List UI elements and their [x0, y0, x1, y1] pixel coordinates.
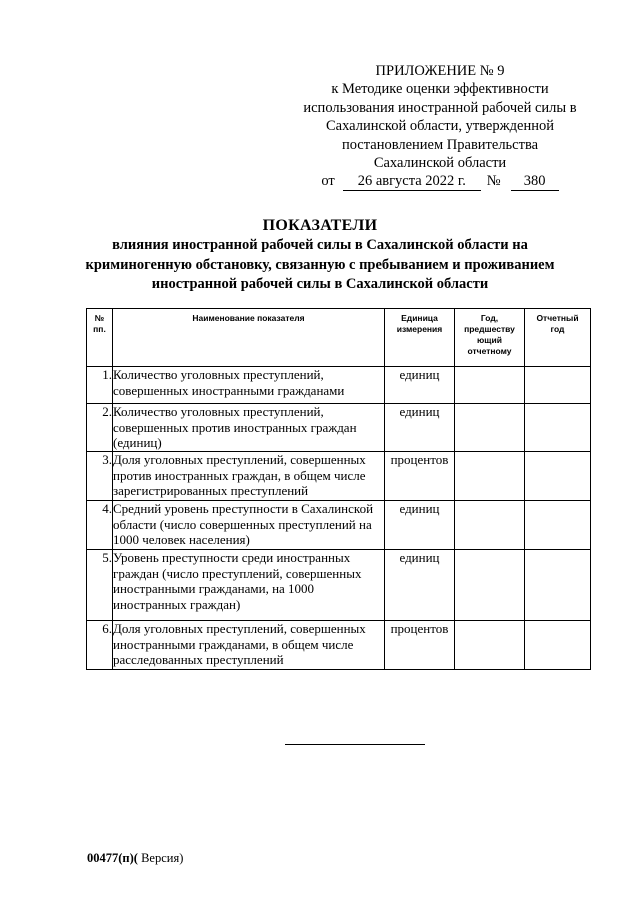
- document-code: 00477(п)(: [87, 851, 138, 865]
- row-previous-year-value: [455, 621, 525, 670]
- appendix-line: Сахалинской области, утвержденной: [326, 118, 554, 135]
- appendix-line: использования иностранной рабочей силы в: [303, 99, 577, 116]
- header-name: Наименование показателя: [113, 309, 385, 367]
- row-indicator: Уровень преступности среди иностранных граждан (число преступлений, совершенных иностранными гражданами, на 1000 иностранных граждан): [113, 550, 385, 621]
- header-num: № пп.: [87, 309, 113, 367]
- row-previous-year-value: [455, 550, 525, 621]
- table-row: [87, 550, 591, 621]
- row-report-year-value: [525, 367, 591, 404]
- row-report-year-value: [525, 404, 591, 452]
- indicators-table: [86, 308, 591, 670]
- page-title: ПОКАЗАТЕЛИ: [262, 217, 378, 234]
- table-row: [87, 621, 591, 670]
- row-previous-year-value: [455, 404, 525, 452]
- row-num: 2.: [87, 404, 113, 452]
- row-indicator: Количество уголовных преступлений, совершенных против иностранных граждан (единиц): [113, 404, 385, 452]
- appendix-title: ПРИЛОЖЕНИЕ № 9: [375, 63, 505, 79]
- row-previous-year-value: [455, 452, 525, 501]
- row-num: 3.: [87, 452, 113, 501]
- row-num: 6.: [87, 621, 113, 670]
- row-num: 4.: [87, 501, 113, 550]
- appendix-block: [285, 62, 595, 191]
- header-previous-year: Год, предшеству ющий отчетному: [455, 309, 525, 367]
- resolution-date-row: [285, 172, 595, 190]
- row-report-year-value: [525, 621, 591, 670]
- row-unit: процентов: [385, 452, 455, 501]
- table-row: [87, 404, 591, 452]
- row-indicator: Доля уголовных преступлений, совершенных иностранными гражданами, в общем числе расследованных преступлений: [113, 621, 385, 670]
- row-num: 1.: [87, 367, 113, 404]
- page-subtitle: [60, 236, 580, 295]
- document-heading: [60, 216, 580, 295]
- document-version: Версия): [137, 851, 184, 865]
- row-unit: единиц: [385, 404, 455, 452]
- table-row: [87, 367, 591, 404]
- closing-separator-line: [285, 744, 425, 745]
- row-report-year-value: [525, 452, 591, 501]
- resolution-number: 380: [511, 173, 559, 191]
- row-unit: единиц: [385, 501, 455, 550]
- resolution-date: 26 августа 2022 г.: [343, 173, 481, 191]
- row-report-year-value: [525, 550, 591, 621]
- document-footer: [87, 851, 183, 866]
- appendix-line: к Методике оценки эффективности: [331, 81, 549, 98]
- header-unit: Единица измерения: [385, 309, 455, 367]
- number-label: №: [486, 173, 501, 190]
- row-indicator: Количество уголовных преступлений, совершенных иностранными гражданами: [113, 367, 385, 404]
- appendix-line: постановлением Правительства: [341, 136, 539, 153]
- subtitle-line: криминогенную обстановку, связанную с пребыванием и проживанием: [85, 256, 555, 273]
- row-previous-year-value: [455, 501, 525, 550]
- table-row: [87, 452, 591, 501]
- row-unit: процентов: [385, 621, 455, 670]
- row-report-year-value: [525, 501, 591, 550]
- subtitle-line: влияния иностранной рабочей силы в Сахалинской области на: [112, 237, 528, 253]
- from-label: от: [321, 173, 335, 190]
- row-unit: единиц: [385, 367, 455, 404]
- row-previous-year-value: [455, 367, 525, 404]
- table-row: [87, 501, 591, 550]
- row-unit: единиц: [385, 550, 455, 621]
- row-indicator: Доля уголовных преступлений, совершенных против иностранных граждан, в общем числе зарегистрированных преступлений: [113, 452, 385, 501]
- appendix-line: Сахалинской области: [373, 155, 507, 172]
- row-num: 5.: [87, 550, 113, 621]
- subtitle-line: иностранной рабочей силы в Сахалинской области: [151, 276, 489, 292]
- row-indicator: Средний уровень преступности в Сахалинской области (число совершенных преступлений на 1000 человек населения): [113, 501, 385, 550]
- header-report-year: Отчетный год: [525, 309, 591, 367]
- table-header-row: [87, 309, 591, 367]
